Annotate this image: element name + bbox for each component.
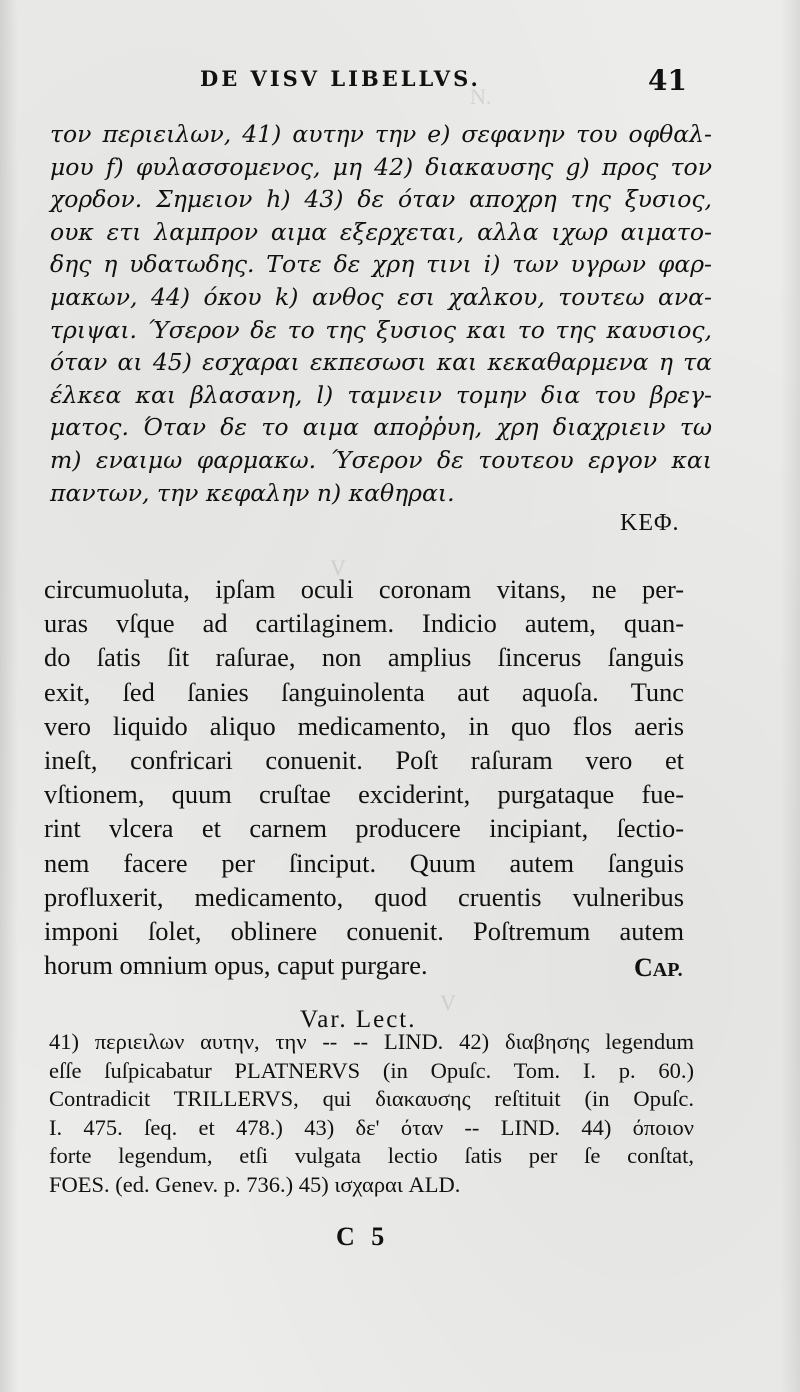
greek-line: όταν αι 45) εσχαραι εκπεσωσι και κεκαθαρμενα η τα: [50, 348, 712, 377]
latin-line: ineſt, confricari conuenit. Poſt raſuram vero et: [44, 745, 684, 776]
latin-line: nem facere per ſinciput. Quum autem ſanguis: [44, 847, 684, 878]
greek-line: μακων, 44) όκου k) ανθος εσι χαλκου, τουτεω ανα-: [50, 282, 712, 311]
cap-rest: AP.: [652, 959, 683, 981]
latin-line: horum omnium opus, caput purgare.: [44, 950, 428, 981]
greek-line: δης η υδατωδης. Τοτε δε χρη τινι i) των υγρων φαρ-: [50, 250, 712, 279]
show-through-ink: N.: [470, 84, 492, 109]
greek-line: τον περιειλων, 41) αυτην την e) σεφανην του οφθαλ-: [50, 120, 712, 148]
greek-text-block: [50, 118, 712, 509]
latin-line: vero liquido aliquo medicamento, in quo flos aeris: [44, 710, 684, 741]
latin-line: profluxerit, medicamento, quod cruentis vulneribus: [44, 881, 684, 912]
greek-line: ματος. Όταν δε το αιμα αποῤῥυη, χρη διαχριειν τω: [50, 413, 712, 442]
greek-line: m) εναιμω φαρμακω. Ύσερον δε τουτεου εργον και: [50, 445, 712, 474]
greek-line: τριψαι. Ύσερον δε το της ξυσιος και το της καυσιος,: [50, 315, 712, 344]
note-line: Contradicit TRILLERVS, qui διακαυσης reſtituit (in Opuſc.: [49, 1086, 694, 1112]
latin-line: do ſatis ſit raſurae, non amplius ſincerus ſanguis: [44, 642, 684, 673]
latin-text-block: [44, 572, 684, 982]
greek-line: μου f) φυλασσομενος, μη 42) διακαυσης g) προς τον: [50, 152, 712, 181]
catchword-kef: ΚΕΦ.: [620, 510, 680, 536]
latin-line: vſtionem, quum cruſtae exciderint, purgataque fue-: [44, 779, 684, 810]
note-line: eſſe ſuſpicabatur PLATNERVS (in Opuſc. Tom. I. p. 60.): [49, 1057, 694, 1083]
greek-line: παντων, την κεφαλην n) καθηραι.: [50, 478, 455, 507]
note-line: 41) περιειλων αυτην, την -- -- LIND. 42) διαβησης legendum: [49, 1029, 694, 1054]
show-through-ink: V: [330, 555, 346, 580]
running-head: DE VISV LIBELLVS.: [200, 66, 481, 91]
catchword-cap: [634, 953, 683, 983]
cap-initial: C: [634, 953, 653, 982]
show-through-ink: V: [440, 990, 456, 1015]
greek-line: ουκ ετι λαμπρον αιμα εξερχεται, αλλα ιχωρ αιματο-: [50, 217, 712, 246]
latin-line: exit, ſed ſanies ſanguinolenta aut aquoſa. Tunc: [44, 676, 684, 707]
note-line: forte legendum, etſi vulgata lectio ſatis per ſe conſtat,: [49, 1143, 694, 1169]
variant-readings-notes: [49, 1028, 694, 1200]
greek-line: έλκεα και βλασανη, l) ταμνειν τομην δια του βρεγ-: [50, 380, 712, 409]
latin-line: circumuoluta, ipſam oculi coronam vitans, ne per-: [44, 574, 684, 604]
latin-line: imponi ſolet, oblinere conuenit. Poſtremum autem: [44, 916, 684, 947]
variant-readings-heading: Var. Lect.: [300, 1006, 417, 1033]
signature-mark: C 5: [336, 1222, 390, 1251]
note-line: I. 475. ſeq. et 478.) 43) δε' όταν -- LIND. 44) όποιον: [49, 1114, 694, 1140]
latin-line: uras vſque ad cartilaginem. Indicio autem, quan-: [44, 608, 684, 639]
note-line: FOES. (ed. Genev. p. 736.) 45) ισχαραι ALD.: [49, 1171, 461, 1197]
latin-line: rint vlcera et carnem producere incipiant, ſectio-: [44, 813, 684, 844]
greek-line: χορδον. Σημειον h) 43) δε όταν αποχρη της ξυσιος,: [50, 185, 712, 214]
page-number: 41: [648, 64, 687, 97]
